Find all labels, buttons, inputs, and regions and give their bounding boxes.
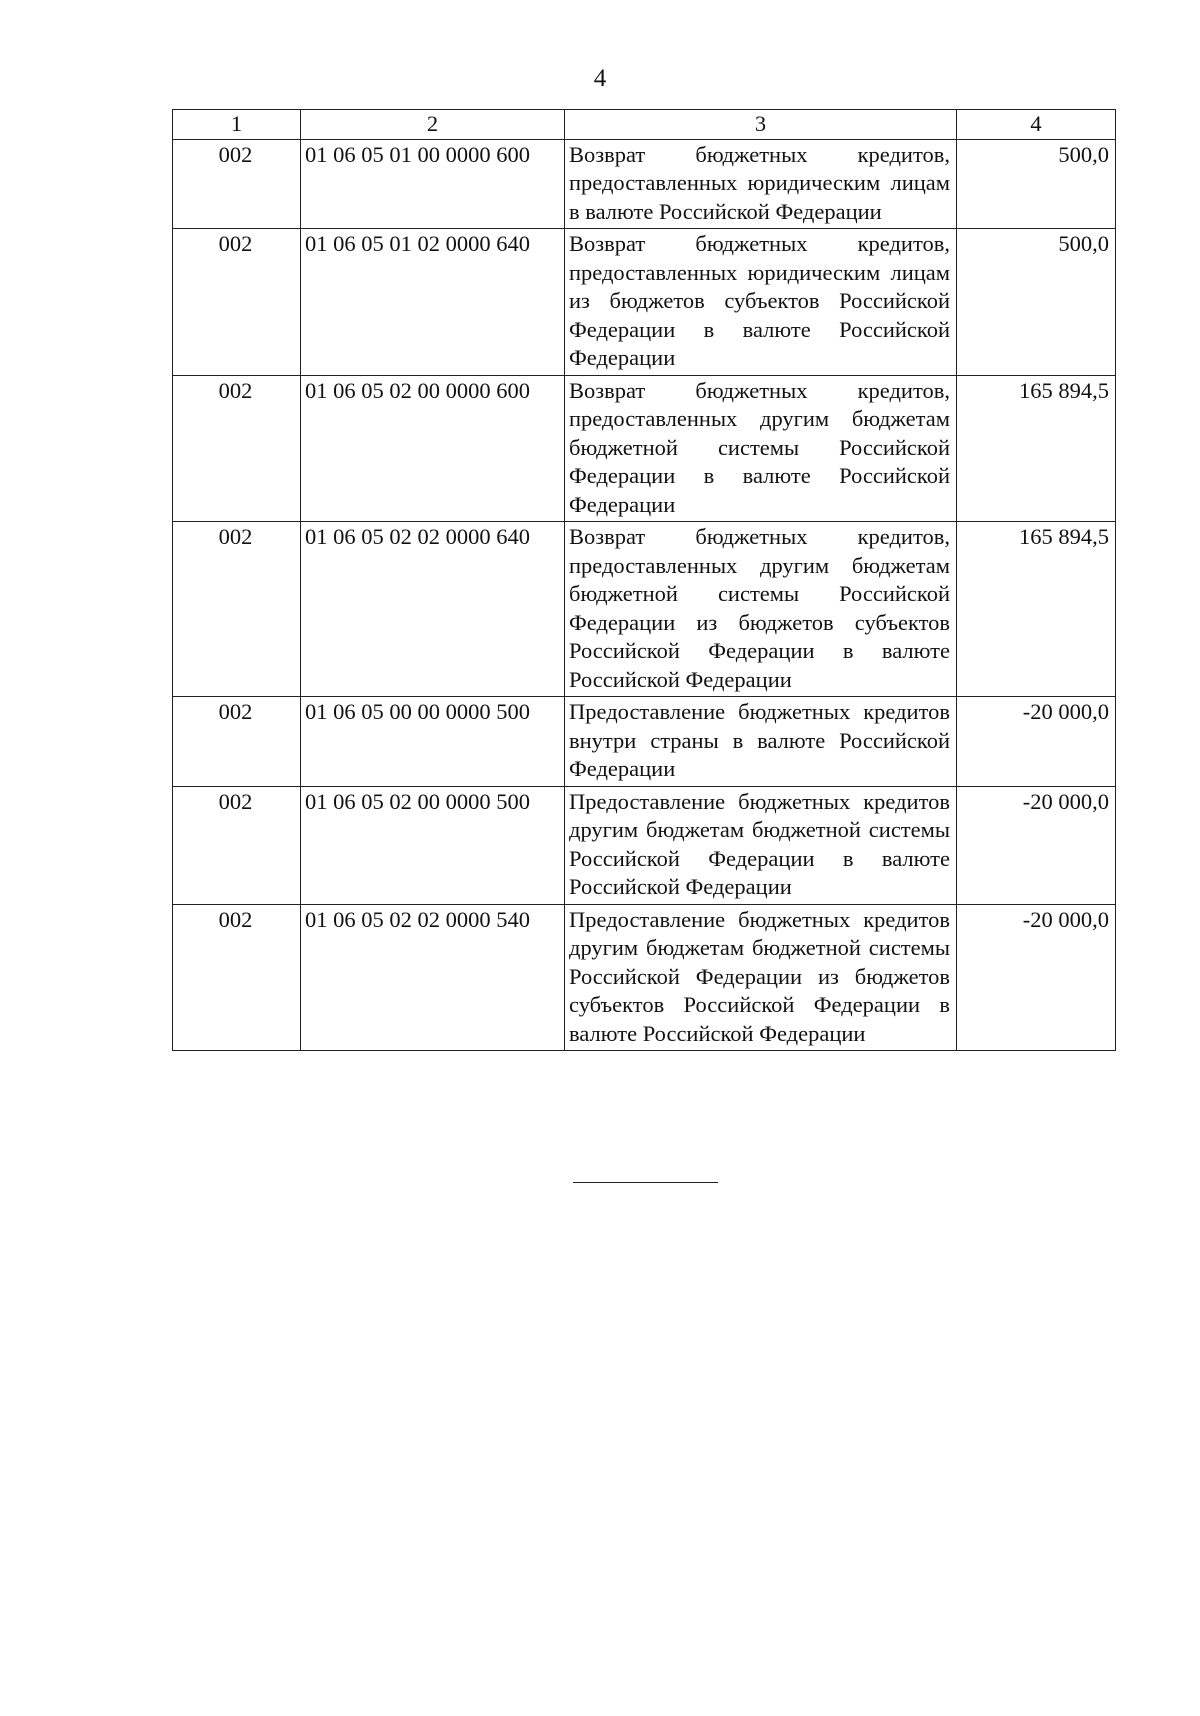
description-cell: Возврат бюджетных кредитов, предоставленных другим бюджетам бюджетной системы Российской Федерации из бюджетов субъектов Российской Федерации в валюте Российской Федерации xyxy=(565,522,957,697)
table-row xyxy=(173,522,1116,697)
amount-cell: 500,0 xyxy=(957,229,1116,376)
table-row xyxy=(173,697,1116,787)
description-cell: Возврат бюджетных кредитов, предоставленных юридическим лицам из бюджетов субъектов Российской Федерации в валюте Российской Федерации xyxy=(565,229,957,376)
column-header-3: 3 xyxy=(565,110,957,140)
table-row xyxy=(173,229,1116,376)
admin-code-cell: 002 xyxy=(173,139,301,229)
classification-code-cell: 01 06 05 02 00 0000 500 xyxy=(301,786,565,904)
admin-code-cell: 002 xyxy=(173,697,301,787)
classification-code-cell: 01 06 05 02 02 0000 640 xyxy=(301,522,565,697)
budget-sources-table xyxy=(172,109,1116,1051)
classification-code-cell: 01 06 05 02 00 0000 600 xyxy=(301,375,565,522)
amount-cell: -20 000,0 xyxy=(957,697,1116,787)
description-cell: Предоставление бюджетных кредитов внутри страны в валюте Российской Федерации xyxy=(565,697,957,787)
amount-cell: -20 000,0 xyxy=(957,786,1116,904)
column-header-2: 2 xyxy=(301,110,565,140)
column-header-1: 1 xyxy=(173,110,301,140)
classification-code-cell: 01 06 05 01 02 0000 640 xyxy=(301,229,565,376)
table-row xyxy=(173,139,1116,229)
classification-code-cell: 01 06 05 00 00 0000 500 xyxy=(301,697,565,787)
description-cell: Предоставление бюджетных кредитов другим бюджетам бюджетной системы Российской Федерации из бюджетов субъектов Российской Федерации в валюте Российской Федерации xyxy=(565,904,957,1051)
table-header-row xyxy=(173,110,1116,140)
amount-cell: 500,0 xyxy=(957,139,1116,229)
table-row xyxy=(173,786,1116,904)
table-row xyxy=(173,375,1116,522)
amount-cell: 165 894,5 xyxy=(957,522,1116,697)
table-row xyxy=(173,904,1116,1051)
column-header-4: 4 xyxy=(957,110,1116,140)
description-cell: Предоставление бюджетных кредитов другим бюджетам бюджетной системы Российской Федерации в валюте Российской Федерации xyxy=(565,786,957,904)
description-cell: Возврат бюджетных кредитов, предоставленных юридическим лицам в валюте Российской Федерации xyxy=(565,139,957,229)
classification-code-cell: 01 06 05 01 00 0000 600 xyxy=(301,139,565,229)
amount-cell: 165 894,5 xyxy=(957,375,1116,522)
page-number: 4 xyxy=(593,65,607,92)
admin-code-cell: 002 xyxy=(173,786,301,904)
classification-code-cell: 01 06 05 02 02 0000 540 xyxy=(301,904,565,1051)
admin-code-cell: 002 xyxy=(173,522,301,697)
end-of-document-line xyxy=(573,1182,718,1183)
description-cell: Возврат бюджетных кредитов, предоставленных другим бюджетам бюджетной системы Российской Федерации в валюте Российской Федерации xyxy=(565,375,957,522)
admin-code-cell: 002 xyxy=(173,904,301,1051)
admin-code-cell: 002 xyxy=(173,229,301,376)
admin-code-cell: 002 xyxy=(173,375,301,522)
amount-cell: -20 000,0 xyxy=(957,904,1116,1051)
